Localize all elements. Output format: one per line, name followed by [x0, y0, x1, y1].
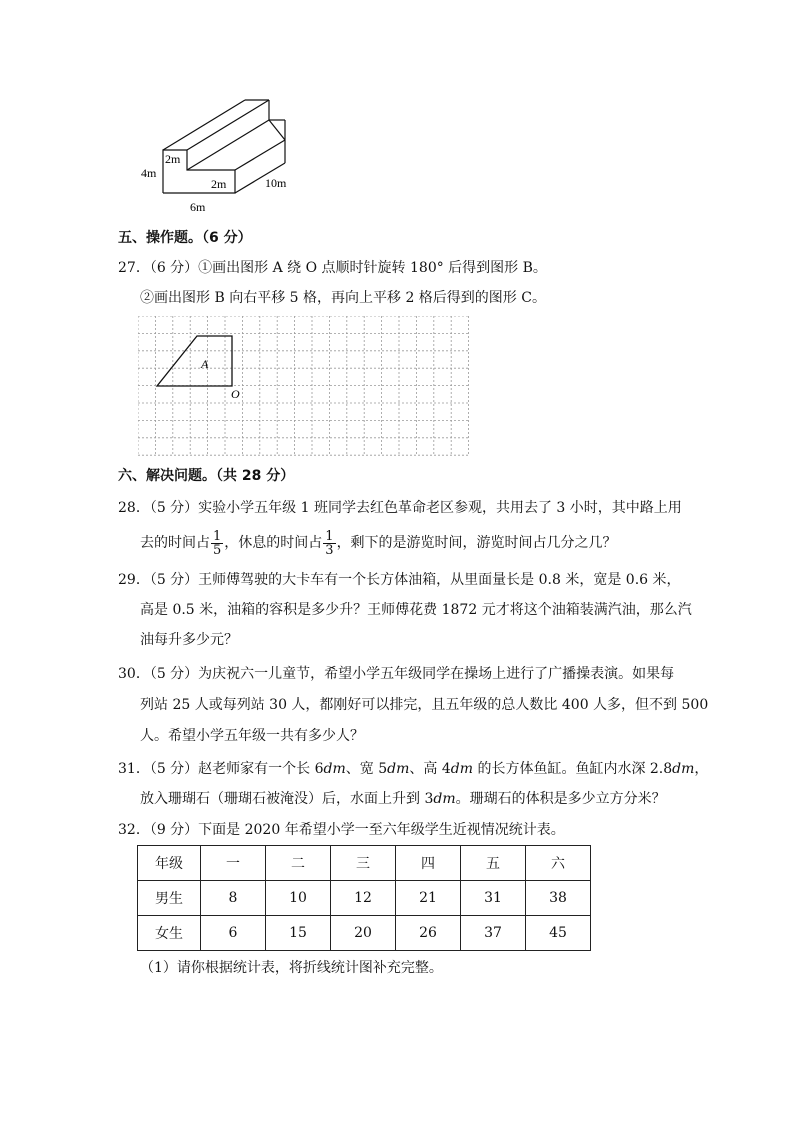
q30-line3: 人。希望小学五年级一共有多少人？ [140, 728, 364, 744]
fraction-one-third [323, 530, 335, 557]
shape-a-label: A [201, 357, 209, 371]
q31-line2 [140, 789, 666, 809]
q27-line2: ②画出图形 B 向右平移 5 格，再向上平移 2 格后得到的图形 C。 [140, 290, 546, 306]
table-cell: 12 [331, 881, 396, 916]
prism-label-depth: 10m [265, 176, 287, 190]
table-cell: 21 [396, 881, 461, 916]
fraction-one-fifth [211, 530, 223, 557]
prism-label-step-height: 2m [165, 152, 181, 166]
table-row [138, 916, 591, 951]
q28-line2-b: ，休息的时间占 [224, 535, 323, 551]
q31-line2-a: 放入珊瑚石（珊瑚石被淹没）后，水面上升到 3 [140, 791, 434, 807]
table-cell: 8 [201, 881, 266, 916]
unit-dm: dm [450, 761, 473, 777]
table-cell: 10 [266, 881, 331, 916]
table-cell: 三 [331, 846, 396, 881]
unit-dm: dm [672, 761, 695, 777]
q31-line1-e: ， [694, 761, 709, 777]
q28-line2-c: ，剩下的是游览时间，游览时间占几分之几？ [336, 535, 617, 551]
q30-line2: 列站 25 人或每列站 30 人，都刚好可以排完，且五年级的总人数比 400 人多，但不到 500 [140, 697, 709, 713]
prism-label-step-width: 2m [211, 177, 227, 191]
q31-line2-b: 。珊瑚石的体积是多少立方分米？ [455, 791, 666, 807]
table-cell: 38 [526, 881, 591, 916]
grid-figure [138, 316, 472, 458]
q28-line2-a: 去的时间占 [140, 535, 210, 551]
table-cell: 15 [266, 916, 331, 951]
section-5-title: 五、操作题。（6 分） [118, 230, 252, 246]
q29-line2: 高是 0.5 米，油箱的容积是多少升？王师傅花费 1872 元才将这个油箱装满汽油，那么汽 [140, 602, 692, 618]
q28-line2 [140, 528, 617, 558]
table-header-row [138, 846, 591, 881]
q31-line1-b: 、宽 5 [345, 761, 388, 777]
section-6-title: 六、解决问题。（共 28 分） [118, 468, 295, 484]
table-cell: 一 [201, 846, 266, 881]
shape-a [157, 336, 232, 386]
q32-sub1: （1）请你根据统计表，将折线统计图补充完整。 [140, 960, 443, 976]
table-cell: 四 [396, 846, 461, 881]
q31-line1-d: 的长方体鱼缸。鱼缸内水深 2.8 [473, 761, 673, 777]
q31-line1-c: 、高 4 [409, 761, 451, 777]
table-cell: 37 [461, 916, 526, 951]
q28-line1: 28．（5 分）实验小学五年级 1 班同学去红色革命老区参观，共用去了 3 小时，其中路上用 [118, 500, 682, 516]
unit-dm: dm [387, 761, 410, 777]
q32-line1: 32．（9 分）下面是 2020 年希望小学一至六年级学生近视情况统计表。 [118, 822, 565, 838]
q27-prefix: 27．（6 分） [118, 260, 199, 276]
table-cell: 年级 [138, 846, 201, 881]
table-cell: 五 [461, 846, 526, 881]
table-cell: 女生 [138, 916, 201, 951]
table-cell: 31 [461, 881, 526, 916]
prism-label-height: 4m [141, 166, 157, 180]
q27-line1-text: ①画出图形 A 绕 O 点顺时针旋转 180° 后得到图形 B。 [198, 260, 547, 276]
unit-dm: dm [433, 791, 456, 807]
table-cell: 六 [526, 846, 591, 881]
q27-line1 [118, 258, 547, 278]
table-cell: 20 [331, 916, 396, 951]
table-cell: 26 [396, 916, 461, 951]
q29-line1: 29．（5 分）王师傅驾驶的大卡车有一个长方体油箱，从里面量长是 0.8 米，宽是 0.6 米， [118, 572, 681, 588]
table-cell: 二 [266, 846, 331, 881]
stepped-prism-figure [135, 95, 310, 220]
frac2-den: 3 [325, 542, 334, 558]
table-cell: 6 [201, 916, 266, 951]
q29-line3: 油每升多少元？ [140, 632, 238, 648]
prism-label-width: 6m [190, 200, 206, 214]
myopia-stats-table [137, 845, 591, 951]
point-o-label: O [231, 387, 240, 401]
frac1-den: 5 [213, 542, 222, 558]
frac2-num: 1 [325, 528, 334, 544]
q31-line1 [118, 759, 708, 779]
frac1-num: 1 [213, 528, 222, 544]
unit-dm: dm [323, 761, 346, 777]
q31-line1-a: 31．（5 分）赵老师家有一个长 6 [118, 761, 324, 777]
table-cell: 45 [526, 916, 591, 951]
q30-line1: 30．（5 分）为庆祝六一儿童节，希望小学五年级同学在操场上进行了广播操表演。如果每 [118, 666, 675, 682]
table-cell: 男生 [138, 881, 201, 916]
table-row [138, 881, 591, 916]
